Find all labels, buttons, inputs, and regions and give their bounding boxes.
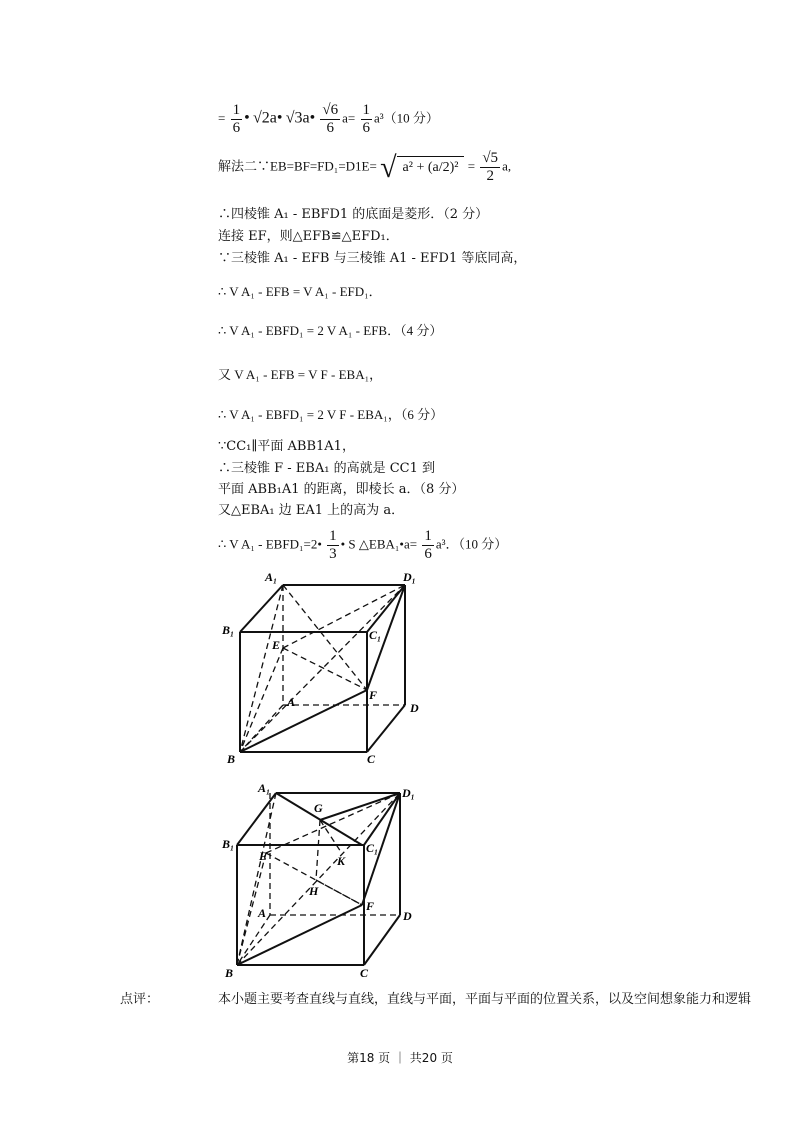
result-text: a³．（10 分） <box>435 536 508 552</box>
fraction-1-6b <box>361 102 373 137</box>
term-sqrt3a: √3a• <box>285 109 316 127</box>
formula-line: ∴ V A₁ - EBFD₁ = 2 V F - EBA₁，（6 分） <box>218 407 444 422</box>
label-B: B <box>227 752 236 766</box>
text-line: ∴四棱锥 A₁ - EBFD1 的底面是菱形．（2 分） <box>218 207 489 222</box>
label-A1: A₁ <box>265 570 278 584</box>
formula-line: ∴ V A₁ - EBFD₁ = 2 V A₁ - EFB．（4 分） <box>218 323 443 338</box>
numerator: √6 <box>322 102 339 118</box>
formula-line: ∴ V A₁ - EFB = V A₁ - EFD₁． <box>218 284 382 299</box>
label-B: B <box>225 966 234 980</box>
label-D1: D₁ <box>403 570 416 584</box>
label-K: K <box>337 854 346 868</box>
radical: √ <box>380 150 397 184</box>
final-formula-line <box>218 528 507 563</box>
label-E: E <box>259 849 268 863</box>
text-line: ∵三棱锥 A₁ - EFB 与三棱锥 A1 - EFD1 等底同高， <box>218 251 527 266</box>
formula-line: 又 V A₁ - EFB = V F - EBA₁， <box>218 367 383 382</box>
text-line: ∵CC₁∥平面 ABB1A1， <box>218 439 355 454</box>
label-A: A <box>287 695 296 709</box>
cube-figure-2 <box>215 775 430 980</box>
label-C1: C₁ <box>369 628 382 642</box>
formula-volume-line <box>218 102 439 137</box>
numerator: √5 <box>482 150 499 166</box>
numerator: 1 <box>362 102 371 118</box>
label-A1: A₁ <box>258 781 271 795</box>
denominator: 3 <box>329 546 337 562</box>
term-a-equals: a= <box>342 110 356 126</box>
formula-middle: • S △EBA₁•a= <box>340 536 418 552</box>
denominator: 6 <box>326 120 335 136</box>
label-A: A <box>258 906 267 920</box>
label-D1: D₁ <box>402 786 415 800</box>
formula-prefix: ∴ V A₁ - EBFD₁=2• <box>218 536 322 552</box>
label-E: E <box>272 638 281 652</box>
label-H: H <box>309 884 319 898</box>
term-sqrt2a: √2a• <box>252 109 283 127</box>
denominator: 6 <box>232 120 241 136</box>
label-F: F <box>366 899 375 913</box>
method-two-prefix: 解法二∵EB=BF=FD₁=D1E= <box>218 158 377 174</box>
text-line: 平面 ABB₁A1 的距离，即棱长 a．（8 分） <box>218 482 465 497</box>
label-C: C <box>360 966 369 980</box>
label-G: G <box>314 801 323 815</box>
comment-label: 点评： <box>120 992 160 1007</box>
denominator: 2 <box>486 168 494 184</box>
fraction-1-6c <box>422 528 434 563</box>
numerator: 1 <box>232 102 241 118</box>
fraction-sqrt5-2 <box>480 150 500 185</box>
result-text: a, <box>502 158 512 174</box>
text-line: ∴三棱锥 F - EBA₁ 的高就是 CC1 到 <box>218 461 436 476</box>
dot: • <box>244 109 250 127</box>
equals-sign: = <box>467 158 476 174</box>
label-D: D <box>403 909 412 923</box>
label-C1: C₁ <box>366 841 379 855</box>
fraction-1-3 <box>327 528 339 563</box>
denominator: 6 <box>424 546 432 562</box>
result-text: a³（10 分） <box>374 110 439 126</box>
numerator: 1 <box>329 528 337 544</box>
label-B1: B₁ <box>222 623 235 637</box>
label-B1: B₁ <box>222 837 235 851</box>
radicand: a² + (a/2)² <box>397 156 465 179</box>
equals-sign: = <box>218 110 226 126</box>
denominator: 6 <box>362 120 371 136</box>
label-C: C <box>367 752 376 766</box>
page-footer: 第18 页 ｜ 共20 页 <box>347 1051 453 1065</box>
label-D: D <box>410 701 419 715</box>
text-line: 连接 EF，则△EFB≌△EFD₁． <box>218 229 399 244</box>
text-line: 又△EBA₁ 边 EA1 上的高为 a． <box>218 503 405 518</box>
method-two-line <box>218 150 511 185</box>
fraction-sqrt6-6 <box>320 102 340 137</box>
comment-text: 本小题主要考查直线与直线，直线与平面，平面与平面的位置关系，以及空间想象能力和逻辑 <box>218 992 752 1007</box>
numerator: 1 <box>424 528 432 544</box>
fraction-1-6 <box>231 102 243 137</box>
cube-figure-1 <box>215 570 430 770</box>
label-F: F <box>369 688 378 702</box>
